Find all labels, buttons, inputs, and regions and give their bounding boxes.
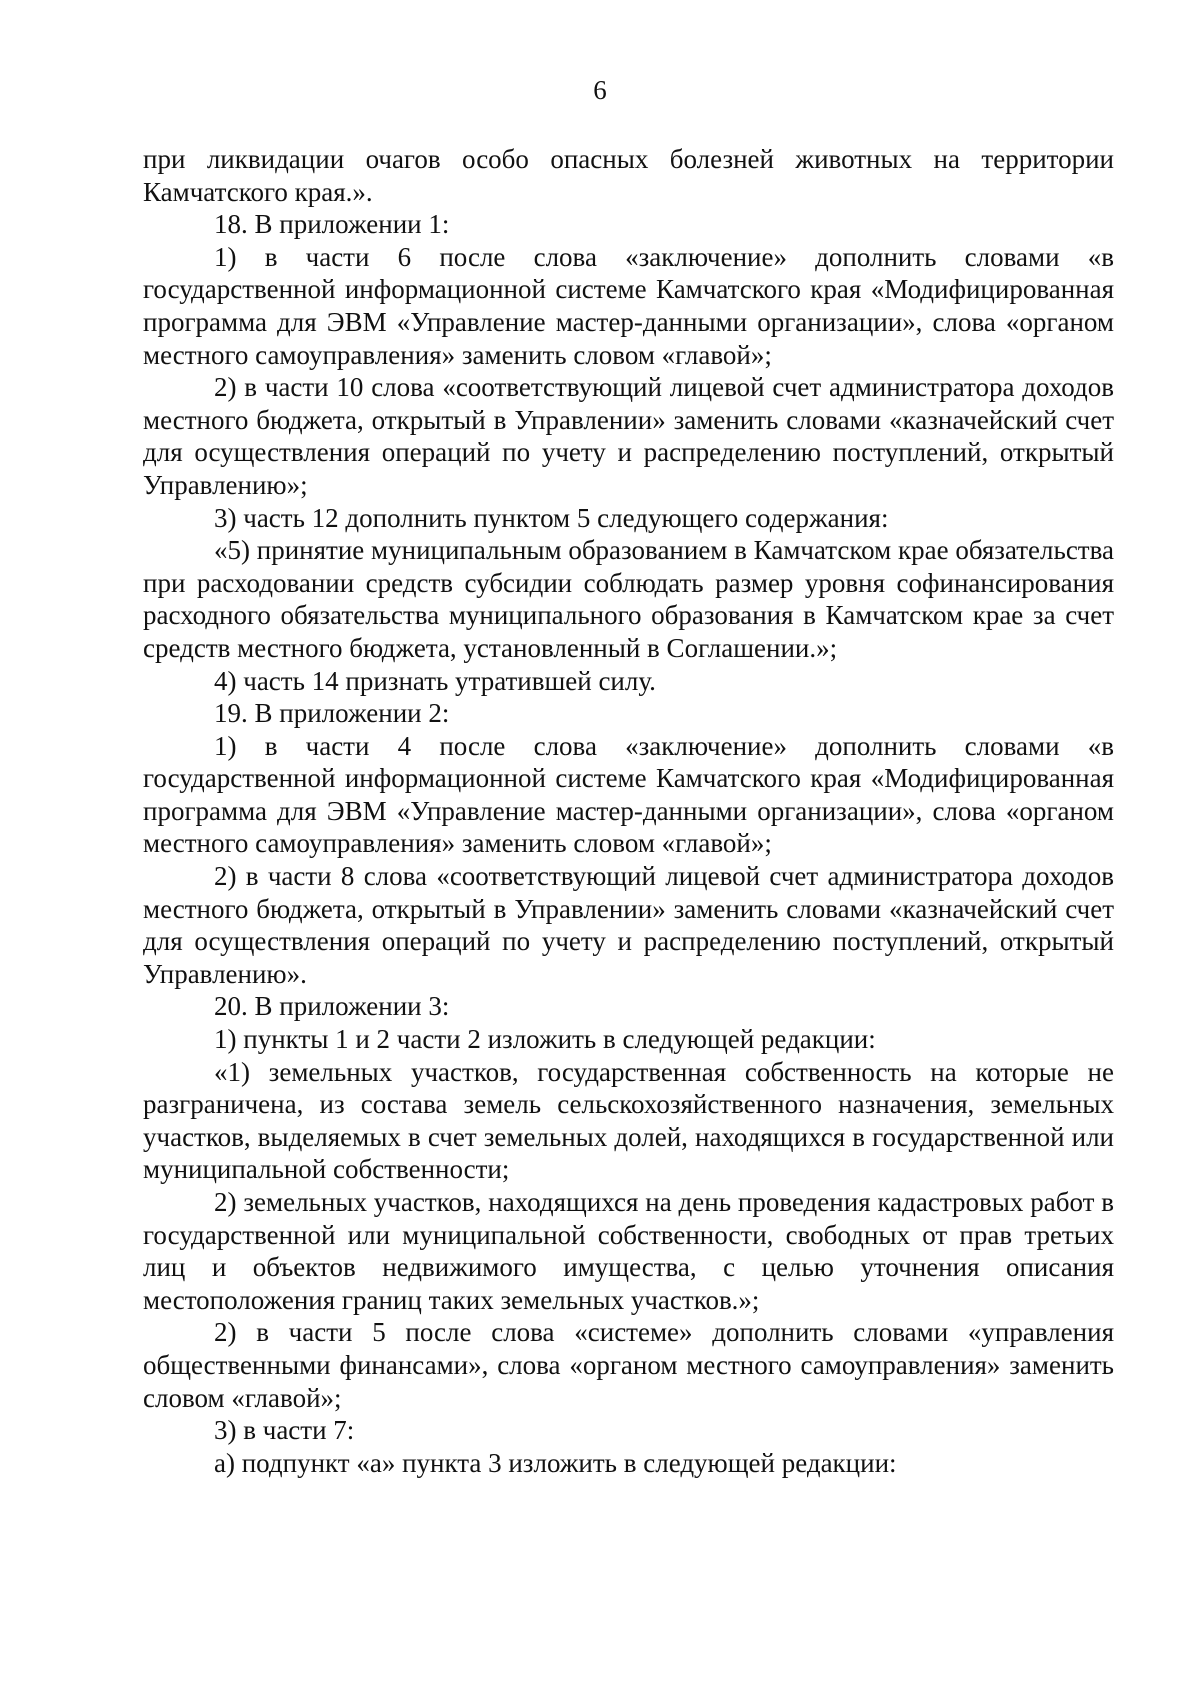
paragraph: 1) пункты 1 и 2 части 2 изложить в следующей редакции: <box>214 1024 876 1055</box>
paragraph: 2) земельных участков, находящихся на день проведения кадастровых работ в государственной или муниципальной собственности, свободных от прав третьих лиц и объектов недвижимого имущества, с целью уточнения описания местоположения границ таких земельных участков.»; <box>143 1187 1114 1315</box>
paragraph: 1) в части 4 после слова «заключение» дополнить словами «в государственной информационной системе Камчатского края «Модифицированная программа для ЭВМ «Управление мастер-данными организации», слова «органом местного самоуправления» заменить словом «главой»; <box>143 730 1114 859</box>
paragraph: 18. В приложении 1: <box>214 209 450 240</box>
paragraph: «1) земельных участков, государственная собственность на которые не разграничена, из состава земель сельскохозяйственного назначения, земельных участков, выделяемых в счет земельных долей, находящихся в государственной или муниципальной собственности; <box>143 1056 1114 1185</box>
page-number: 6 <box>593 75 607 105</box>
paragraph: а) подпункт «а» пункта 3 изложить в следующей редакции: <box>214 1447 897 1478</box>
document-body <box>143 143 1114 1479</box>
paragraph: 20. В приложении 3: <box>214 991 450 1022</box>
paragraph: 1) в части 6 после слова «заключение» дополнить словами «в государственной информационной системе Камчатского края «Модифицированная программа для ЭВМ «Управление мастер-данными организации», слова «органом местного самоуправления» заменить словом «главой»; <box>143 241 1114 370</box>
paragraph: 2) в части 5 после слова «системе» дополнить словами «управления общественными финансами», слова «органом местного самоуправления» заменить словом «главой»; <box>143 1317 1114 1413</box>
paragraph: 2) в части 10 слова «соответствующий лицевой счет администратора доходов местного бюджета, открытый в Управлении» заменить словами «казначейский счет для осуществления операций по учету и распределению поступлений, открытый Управлению»; <box>143 372 1114 500</box>
paragraph: 19. В приложении 2: <box>214 698 450 729</box>
paragraph: 3) в части 7: <box>214 1415 355 1446</box>
paragraph: «5) принятие муниципальным образованием в Камчатском крае обязательства при расходовании средств субсидии соблюдать размер уровня софинансирования расходного обязательства муниципального образования в Камчатском крае за счет средств местного бюджета, установленный в Соглашении.»; <box>143 535 1114 663</box>
paragraph: 3) часть 12 дополнить пунктом 5 следующего содержания: <box>214 502 889 533</box>
paragraph: 4) часть 14 признать утратившей силу. <box>214 665 656 696</box>
paragraph: при ликвидации очагов особо опасных болезней животных на территории Камчатского края.». <box>143 144 1114 207</box>
paragraph: 2) в части 8 слова «соответствующий лицевой счет администратора доходов местного бюджета, открытый в Управлении» заменить словами «казначейский счет для осуществления операций по учету и распределению поступлений, открытый Управлению». <box>143 861 1114 989</box>
